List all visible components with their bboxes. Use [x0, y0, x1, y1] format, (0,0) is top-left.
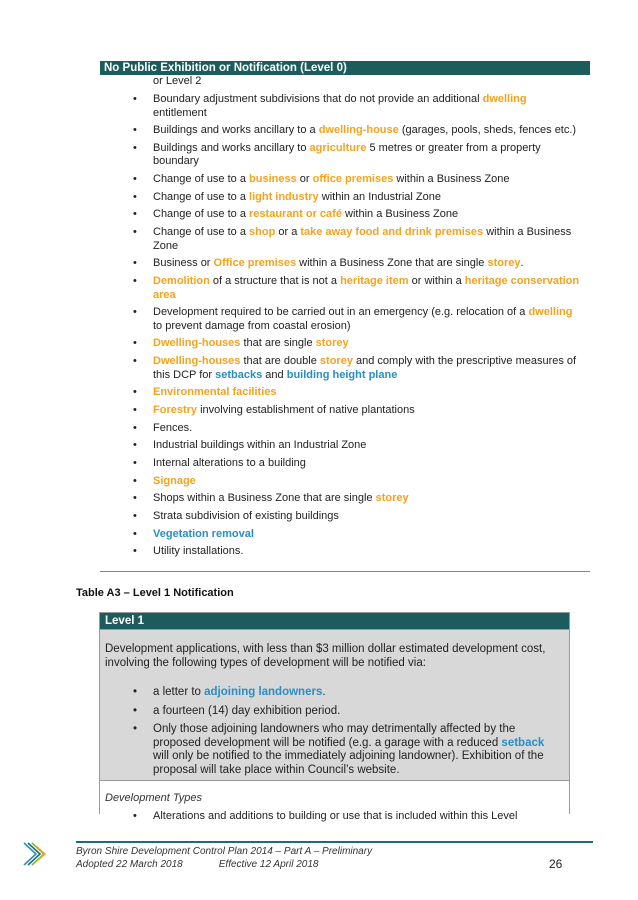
item-text: Change of use to a — [153, 173, 250, 186]
defined-term: restaurant or café — [249, 208, 342, 221]
list-item — [100, 191, 590, 205]
defined-term: storey — [319, 355, 353, 368]
item-text: 5 metres or greater from a property boundary — [153, 141, 541, 168]
item-text: (garages, pools, sheds, fences etc.) — [398, 124, 577, 137]
item-text: Industrial buildings within an Industrial Zone — [153, 439, 367, 452]
defined-term: storey — [315, 337, 349, 350]
bullet: • — [133, 421, 137, 434]
defined-term: light industry — [249, 190, 319, 203]
defined-term: storey — [375, 492, 409, 505]
item-text: Utility installations. — [153, 545, 244, 558]
item-text: Business or — [153, 257, 214, 270]
item-text: Change of use to a — [153, 226, 250, 239]
footer-text — [76, 846, 372, 871]
list-item — [100, 173, 590, 187]
item-text: that are single — [240, 337, 316, 350]
item-text: will only be notified to the immediately adjoining landowner). Exhibition of the proposal will take place within Council’s website. — [153, 750, 544, 776]
item-text: Development required to be carried out in an emergency (e.g. relocation of a — [153, 306, 529, 319]
item-text: a fourteen (14) day exhibition period. — [153, 704, 341, 717]
item-text: or — [296, 173, 313, 186]
list-item — [100, 124, 590, 138]
list-item — [100, 475, 590, 489]
dev-types-section — [100, 780, 569, 822]
list-item — [100, 439, 590, 453]
level1-header: Level 1 — [100, 613, 569, 629]
bullet: • — [133, 723, 138, 735]
footer-divider — [76, 841, 593, 843]
level1-body — [100, 629, 569, 781]
list-item — [100, 686, 569, 700]
level1-list — [100, 686, 569, 782]
defined-term: storey — [487, 257, 521, 270]
item-text: Internal alterations to a building — [153, 457, 306, 469]
item-text: within a Business Zone — [153, 226, 572, 252]
item-text: within an Industrial Zone — [318, 190, 441, 203]
dev-types-item: Alterations and additions to building or use that is included within this Level — [153, 810, 518, 822]
defined-term: take away food and drink premises — [300, 226, 484, 239]
defined-term: building height plane — [286, 368, 398, 381]
item-text: to prevent damage from coastal erosion) — [153, 319, 351, 332]
item-text: Shops within a Business Zone that are single — [153, 492, 376, 505]
list-item — [100, 257, 590, 271]
defined-term: Environmental facilities — [153, 386, 277, 399]
item-text: that are double — [240, 355, 320, 368]
list-item — [100, 142, 590, 169]
bullet: • — [133, 439, 137, 452]
footer-effective: Effective 12 April 2018 — [218, 858, 319, 870]
list-item — [100, 510, 590, 524]
bullet: • — [133, 306, 137, 319]
level1-intro: Development applications, with less than $3 million dollar estimated development cost, involving the following types of development will be notified via: — [105, 643, 546, 669]
defined-term: dwelling — [482, 93, 527, 105]
item-text: . — [520, 257, 524, 270]
item-text: or within a — [408, 275, 465, 287]
item-text: and — [262, 368, 287, 381]
defined-term: heritage conservation area — [153, 275, 580, 301]
defined-term: Dwelling-houses — [153, 337, 241, 350]
level1-table — [99, 612, 570, 822]
item-text: within a Business Zone — [393, 173, 510, 186]
bullet: • — [133, 403, 137, 416]
item-text: Buildings and works ancillary to — [153, 141, 310, 154]
item-text: Change of use to a — [153, 190, 250, 203]
bullet: • — [133, 257, 137, 270]
defined-term: dwelling — [528, 306, 573, 319]
item-text: . — [322, 686, 326, 698]
defined-term: setbacks — [215, 368, 263, 381]
item-text: Change of use to a — [153, 208, 250, 221]
footer-line1: Byron Shire Development Control Plan 2014 – Part A – Preliminary — [76, 846, 373, 857]
list-item — [100, 93, 590, 120]
item-text: Boundary adjustment subdivisions that do not provide an additional — [153, 93, 483, 105]
bullet: • — [133, 527, 137, 540]
byron-shire-logo-icon — [20, 841, 54, 867]
bullet: • — [133, 457, 137, 469]
bullet: • — [133, 93, 137, 105]
list-item — [100, 528, 590, 542]
bullet: • — [133, 173, 137, 186]
bullet: • — [133, 124, 137, 137]
bullet: • — [133, 208, 137, 221]
list-item — [100, 422, 590, 436]
defined-term: dwelling-house — [318, 124, 399, 137]
bullet: • — [133, 190, 137, 203]
item-text: Buildings and works ancillary to a — [153, 124, 319, 137]
bullet: • — [133, 355, 137, 368]
list-item — [100, 457, 590, 471]
bullet: • — [133, 275, 137, 287]
list-item — [100, 355, 590, 382]
defined-term: Signage — [153, 474, 196, 487]
item-text: and comply with the prescriptive measures of this DCP for — [153, 355, 577, 381]
item-text: a letter to — [153, 686, 205, 698]
level0-list — [100, 93, 590, 563]
item-text: Only those adjoining landowners who may detrimentally affected by the proposed development will be notified (e.g. a garage with a reduced — [153, 723, 516, 749]
bullet: • — [133, 492, 137, 505]
bullet: • — [133, 474, 137, 487]
bullet: • — [133, 810, 137, 822]
defined-term: Office premises — [213, 257, 297, 270]
defined-term: heritage item — [340, 275, 409, 287]
footer-line2 — [76, 859, 372, 872]
bullet: • — [133, 686, 138, 698]
defined-term: office premises — [312, 173, 394, 186]
list-item — [100, 404, 590, 418]
level0-header: No Public Exhibition or Notification (Level 0) — [100, 61, 590, 75]
list-item — [100, 226, 590, 253]
level0-bottom-border — [100, 571, 590, 572]
defined-term: Vegetation removal — [153, 527, 254, 540]
footer-adopted: Adopted 22 March 2018 — [76, 858, 183, 870]
bullet: • — [133, 704, 138, 717]
list-item — [100, 337, 590, 351]
defined-term: Demolition — [153, 275, 210, 287]
list-item — [100, 386, 590, 400]
page-number: 26 — [549, 857, 563, 871]
bullet: • — [133, 386, 137, 399]
defined-term: Dwelling-houses — [153, 355, 241, 368]
defined-term: agriculture — [309, 141, 367, 154]
item-text: of a structure that is not a — [209, 275, 341, 287]
level0-continuation: or Level 2 — [153, 75, 202, 87]
list-item — [100, 723, 569, 777]
bullet: • — [133, 337, 137, 350]
defined-term: adjoining landowners — [204, 686, 323, 698]
item-text: Strata subdivision of existing buildings — [153, 510, 339, 523]
list-item — [100, 306, 590, 333]
item-text: within a Business Zone — [341, 208, 459, 221]
defined-term: shop — [249, 226, 276, 239]
defined-term: business — [249, 173, 297, 186]
bullet: • — [133, 141, 137, 154]
table-caption: Table A3 – Level 1 Notification — [76, 587, 234, 599]
list-item — [100, 208, 590, 222]
bullet: • — [133, 510, 137, 523]
item-text: Fences. — [153, 421, 193, 434]
item-text: entitlement — [153, 106, 207, 119]
bullet: • — [133, 545, 137, 558]
list-item — [100, 275, 590, 302]
dev-types-label: Development Types — [105, 792, 203, 804]
list-item — [100, 545, 590, 559]
defined-term: setback — [501, 736, 545, 749]
defined-term: Forestry — [153, 403, 198, 416]
item-text: or a — [275, 226, 301, 239]
item-text: within a Business Zone that are single — [296, 257, 488, 270]
list-item — [100, 705, 569, 719]
list-item — [100, 492, 590, 506]
bullet: • — [133, 226, 137, 239]
item-text: involving establishment of native plantations — [197, 403, 415, 416]
